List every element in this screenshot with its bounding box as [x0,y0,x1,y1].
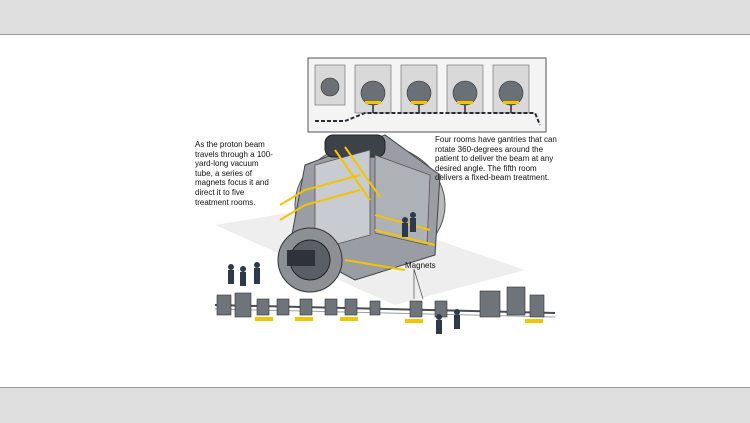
top-letterbox-bar [0,0,750,35]
magnet-supports [255,317,543,323]
inset-floorplan [308,58,546,132]
proton-facility-illustration [195,55,555,345]
label-magnets: Magnets [405,261,436,270]
caption-gantries: Four rooms have gantries that can rotate 360-degrees around the patient to deliver the beam at any desired angle. The fifth room delivers a fixed-beam treatment. [435,135,557,183]
bottom-letterbox-bar [0,387,750,423]
caption-beam-travel: As the proton beam travels through a 100-yard-long vacuum tube, a series of magnets focus it and direct it to five treatment rooms. [195,140,273,207]
